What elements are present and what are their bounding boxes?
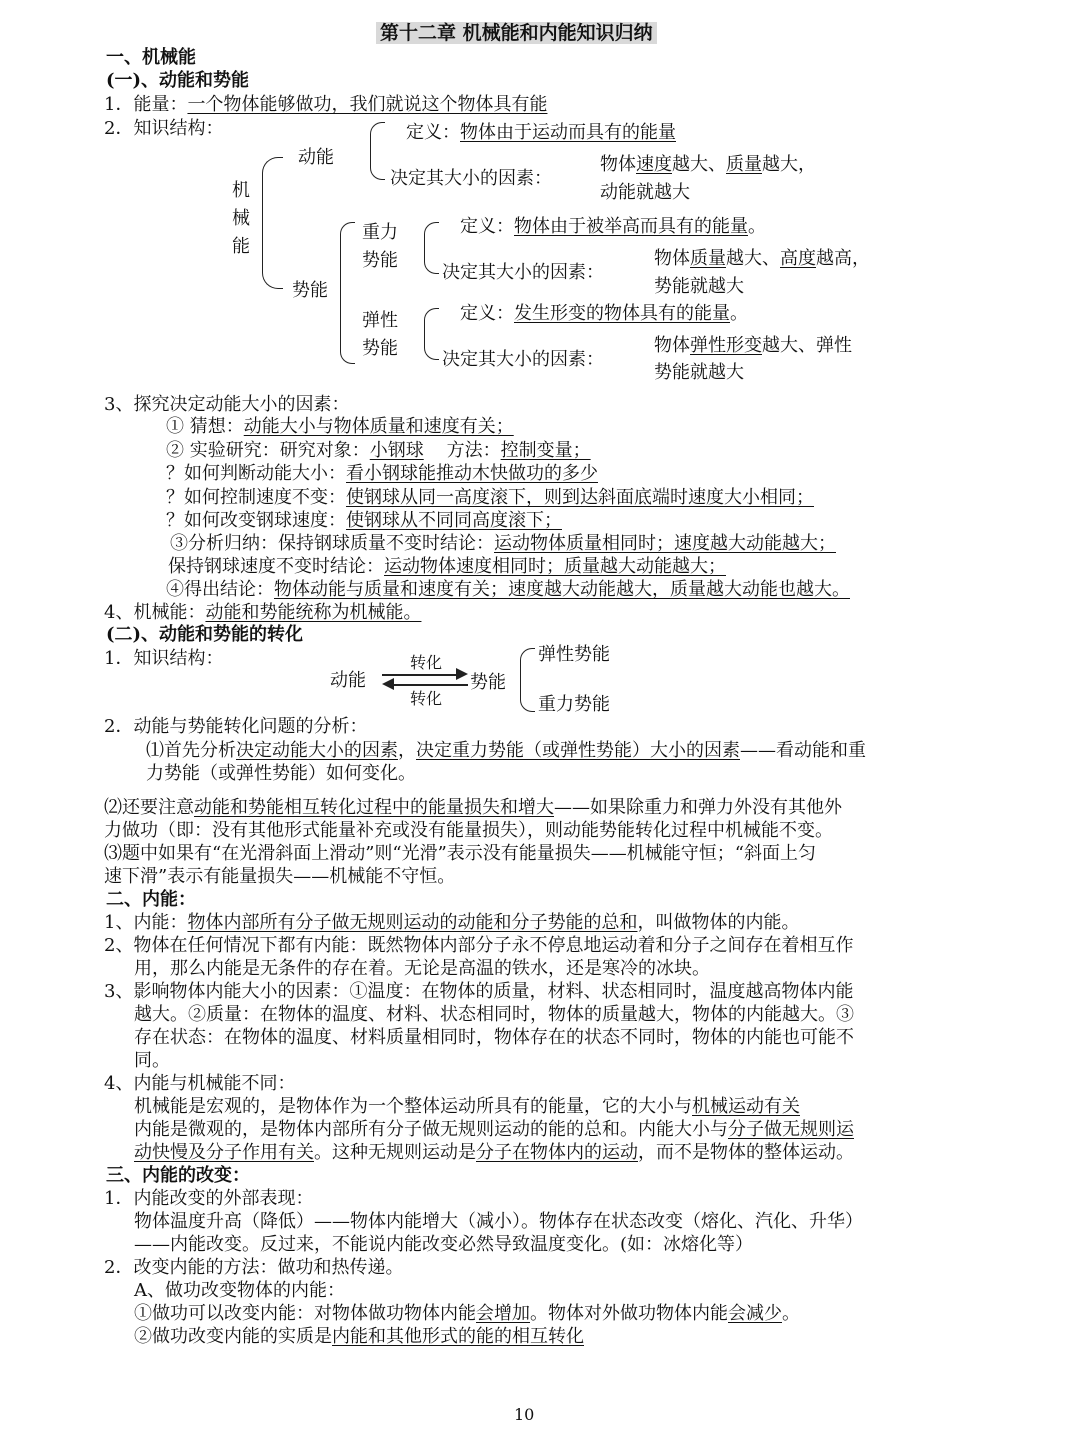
section-heading-mechanical-energy: 一、机械能 bbox=[106, 47, 196, 68]
item-mechanical-energy: 4、机械能：动能和势能统称为机械能。 bbox=[104, 602, 422, 623]
mechanical-macro: 机械能是宏观的，是物体作为一个整体运动所具有的能量，它的大小与机械运动有关 bbox=[134, 1096, 800, 1117]
gravity-label-1: 重力 bbox=[362, 222, 398, 243]
analysis-3-line1: ⑶题中如果有“在光滑斜面上滑动”则“光滑”表示没有能量损失——机械能守恒；“斜面上匀 bbox=[104, 843, 817, 864]
change-by-work: A、做功改变物体的内能： bbox=[134, 1280, 345, 1301]
conclusion: ④得出结论：物体动能与质量和速度有关；速度越大动能越大，质量越大动能也越大。 bbox=[166, 579, 850, 600]
item-conversion-structure: 1．知识结构： bbox=[104, 648, 224, 669]
change-external-line2: ——内能改变。反过来，不能说内能改变必然导致温度变化。(如：冰熔化等） bbox=[134, 1234, 754, 1255]
brace-conversion bbox=[520, 648, 535, 712]
kinetic-factor-label: 决定其大小的因素： bbox=[390, 168, 552, 189]
item-knowledge-structure: 2．知识结构： bbox=[104, 118, 224, 139]
kinetic-factor-result: 动能就越大 bbox=[600, 182, 690, 203]
question-control-speed: ？如何控制速度不变：使钢球从同一高度滚下，则到达斜面底端时速度大小相同； bbox=[166, 487, 814, 508]
internal-factors-line4: 同。 bbox=[134, 1050, 170, 1071]
analysis-3-line2: 速下滑”表示有能量损失——机械能不守恒。 bbox=[104, 866, 456, 887]
elastic-label-1: 弹性 bbox=[362, 310, 398, 331]
change-methods: 2．改变内能的方法：做功和热传递。 bbox=[104, 1257, 404, 1278]
change-external: 1．内能改变的外部表现： bbox=[104, 1188, 314, 1209]
elastic-factor-rule: 物体弹性形变越大、弹性 bbox=[654, 335, 852, 356]
conv-kinetic: 动能 bbox=[330, 670, 366, 691]
page-number: 10 bbox=[514, 1405, 535, 1424]
brace-potential bbox=[340, 222, 355, 364]
elastic-definition: 定义：发生形变的物体具有的能量。 bbox=[460, 303, 748, 324]
item-conversion-analysis: 2．动能与势能转化问题的分析： bbox=[104, 716, 368, 737]
elastic-label-2: 势能 bbox=[362, 338, 398, 359]
change-external-line1: 物体温度升高（降低）——物体内能增大（减小）。物体存在状态改变（熔化、汽化、升华） bbox=[134, 1211, 863, 1232]
conv-potential: 势能 bbox=[470, 672, 506, 693]
internal-always-line1: 2、物体在任何情况下都有内能：既然物体内部分子永不停息地运动着和分子之间存在着相互作 bbox=[104, 935, 854, 956]
internal-micro-line2: 动快慢及分子作用有关。这种无规则运动是分子在物体内的运动，而不是物体的整体运动。 bbox=[134, 1142, 854, 1163]
item-explore-factors: 3、探究决定动能大小的因素： bbox=[104, 394, 350, 415]
elastic-factor-result: 势能就越大 bbox=[654, 362, 744, 383]
brace-gravity bbox=[424, 222, 439, 274]
internal-factors-line1: 3、影响物体内能大小的因素：①温度：在物体的质量，材料、状态相同时，温度越高物体内能 bbox=[104, 981, 854, 1002]
gravity-label-2: 势能 bbox=[362, 250, 398, 271]
subheading-kinetic-potential: (一)、动能和势能 bbox=[106, 70, 250, 91]
brace-kinetic bbox=[370, 122, 385, 180]
analysis-mass-constant: ③分析归纳：保持钢球质量不变时结论：运动物体质量相同时；速度越大动能越大； bbox=[170, 533, 836, 554]
arrow-right-head bbox=[456, 668, 468, 680]
elastic-factor-label: 决定其大小的因素： bbox=[442, 349, 604, 370]
conv-top-label: 转化 bbox=[410, 653, 443, 672]
internal-factors-line3: 存在状态：在物体的温度、材料质量相同时，物体存在的状态不同时，物体的内能也可能不 bbox=[134, 1027, 854, 1048]
analysis-2-line1: ⑵还要注意动能和势能相互转化过程中的能量损失和增大——如果除重力和弹力外没有其他外 bbox=[104, 797, 842, 818]
analysis-speed-constant: 保持钢球速度不变时结论：运动物体速度相同时；质量越大动能越大； bbox=[168, 556, 726, 577]
arrow-left-line bbox=[394, 684, 468, 686]
work-changes-internal: ①做功可以改变内能：对物体做功物体内能会增加。物体对外做功物体内能会减少。 bbox=[134, 1303, 800, 1324]
brace-root bbox=[262, 157, 283, 289]
section-heading-internal-energy: 二、内能： bbox=[106, 889, 196, 910]
section-heading-change: 三、内能的改变： bbox=[106, 1165, 250, 1186]
tree-kinetic: 动能 bbox=[298, 147, 334, 168]
internal-vs-mechanical: 4、内能与机械能不同： bbox=[104, 1073, 296, 1094]
internal-always-line2: 用，那么内能是无条件的存在着。无论是高温的铁水，还是寒冷的冰块。 bbox=[134, 958, 710, 979]
question-judge-kinetic: ？如何判断动能大小：看小钢球能推动木快做功的多少 bbox=[166, 463, 598, 484]
brace-elastic bbox=[424, 308, 439, 360]
internal-definition: 1、内能：物体内部所有分子做无规则运动的动能和分子势能的总和，叫做物体的内能。 bbox=[104, 912, 800, 933]
gravity-factor-rule: 物体质量越大、高度越高， bbox=[654, 248, 870, 269]
item-guess: ① 猜想：动能大小与物体质量和速度有关； bbox=[166, 416, 514, 437]
arrow-left-head bbox=[382, 678, 394, 690]
tree-potential: 势能 bbox=[292, 280, 328, 301]
gravity-factor-label: 决定其大小的因素： bbox=[442, 262, 604, 283]
tree-root-char: 机 bbox=[232, 180, 250, 201]
analysis-1-line2: 力势能（或弹性势能）如何变化。 bbox=[146, 763, 416, 784]
item-energy-definition: 1．能量：一个物体能够做功，我们就说这个物体具有能 bbox=[104, 94, 548, 115]
tree-root-char: 能 bbox=[232, 236, 250, 257]
conv-bottom-label: 转化 bbox=[410, 689, 443, 708]
conv-elastic: 弹性势能 bbox=[538, 644, 610, 665]
kinetic-factor-rule: 物体速度越大、质量越大， bbox=[600, 154, 816, 175]
work-essence: ②做功改变内能的实质是内能和其他形式的能的相互转化 bbox=[134, 1326, 584, 1347]
gravity-definition: 定义：物体由于被举高而具有的能量。 bbox=[460, 216, 766, 237]
subheading-conversion: (二)、动能和势能的转化 bbox=[106, 624, 304, 645]
analysis-1-line1: ⑴首先分析决定动能大小的因素，决定重力势能（或弹性势能）大小的因素——看动能和重 bbox=[146, 740, 866, 761]
question-change-speed: ？如何改变钢球速度：使钢球从不同同高度滚下； bbox=[166, 510, 562, 531]
tree-root-char: 械 bbox=[232, 208, 250, 229]
internal-micro-line1: 内能是微观的，是物体内部所有分子做无规则运动的能的总和。内能大小与分子做无规则运 bbox=[134, 1119, 854, 1140]
item-experiment: ② 实验研究：研究对象：小钢球 方法：控制变量； bbox=[166, 440, 591, 461]
kinetic-definition: 定义：物体由于运动而具有的能量 bbox=[406, 122, 676, 143]
analysis-2-line2: 力做功（即：没有其他形式能量补充或没有能量损失），则动能势能转化过程中机械能不变。 bbox=[104, 820, 833, 841]
arrow-right-line bbox=[382, 674, 456, 676]
gravity-factor-result: 势能就越大 bbox=[654, 276, 744, 297]
internal-factors-line2: 越大。②质量：在物体的温度、材料、状态相同时，物体的质量越大，物体的内能越大。③ bbox=[134, 1004, 854, 1025]
page-title: 第十二章 机械能和内能知识归纳 bbox=[376, 22, 657, 44]
conv-gravity: 重力势能 bbox=[538, 694, 610, 715]
